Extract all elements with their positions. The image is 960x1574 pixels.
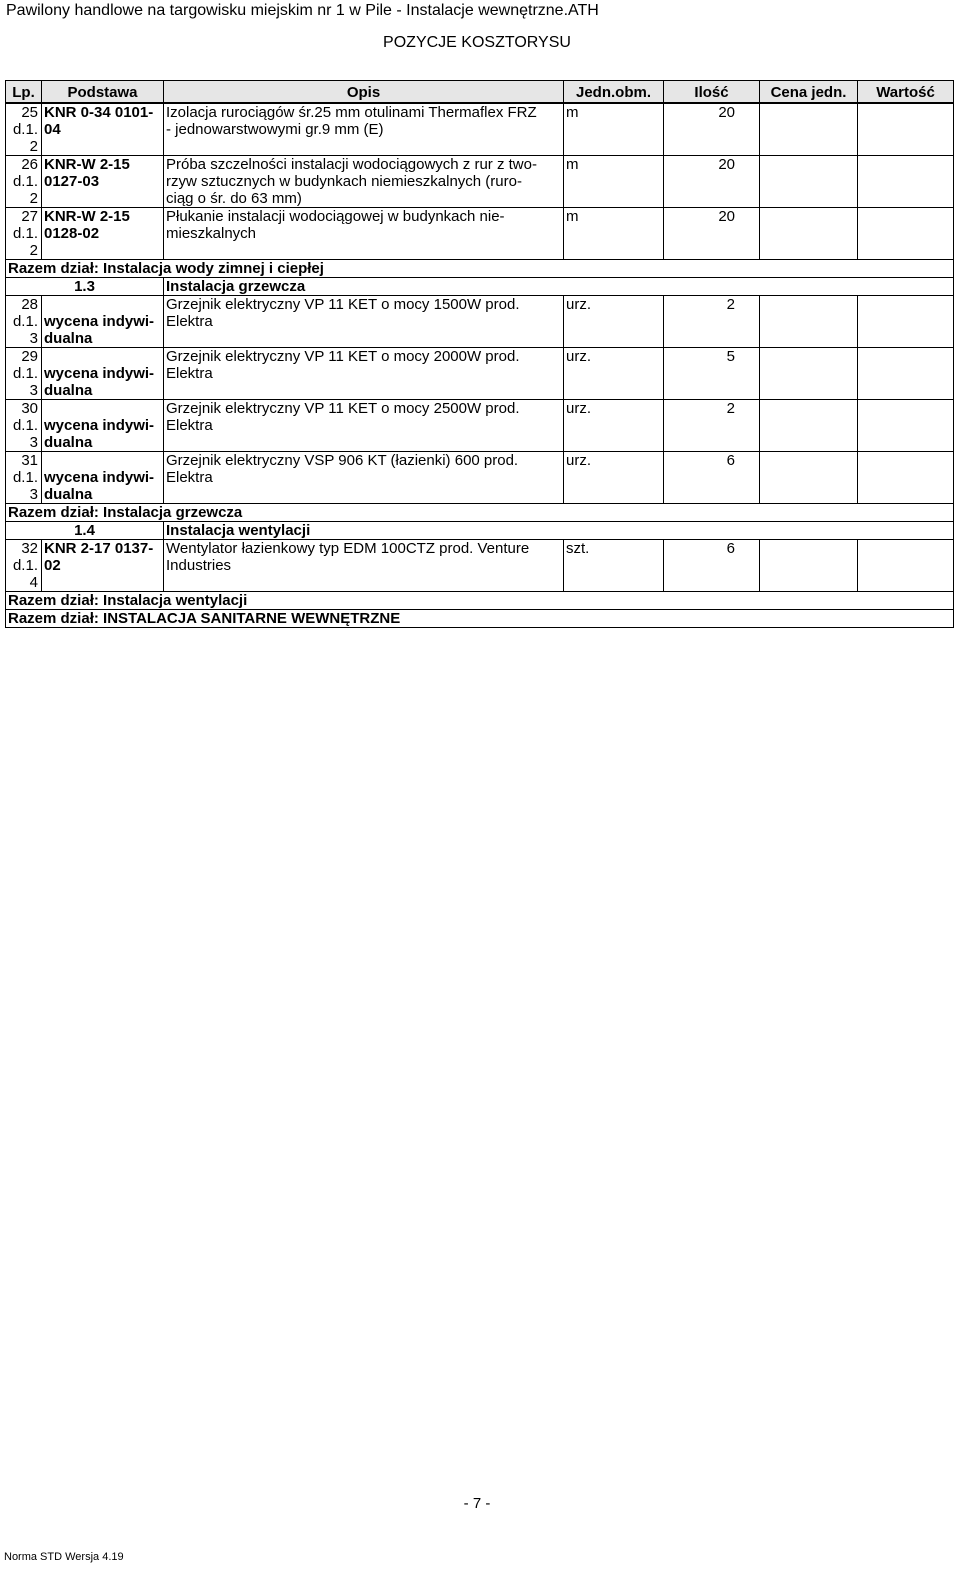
column-header-value: Wartość [858, 81, 954, 104]
cell-lp: 28 d.1. 3 [6, 296, 42, 348]
cell-unit: m [564, 208, 664, 260]
cell-description: Grzejnik elektryczny VP 11 KET o mocy 2500W prod. Elektra [164, 400, 564, 452]
section-name: Instalacja grzewcza [164, 278, 954, 296]
summary-label: Razem dział: Instalacja wentylacji [6, 592, 954, 610]
cell-unit: szt. [564, 540, 664, 592]
cell-unit: urz. [564, 400, 664, 452]
section-row-ventilation [6, 522, 954, 540]
cell-unit: urz. [564, 296, 664, 348]
cell-unit-price [760, 103, 858, 156]
section-row-heating [6, 278, 954, 296]
cost-estimate-table [5, 80, 954, 628]
page-number: - 7 - [463, 1495, 491, 1512]
cell-value [858, 348, 954, 400]
table-header-row [6, 81, 954, 104]
column-header-quantity: Ilość [664, 81, 760, 104]
cell-base: wycena indywi- dualna [42, 452, 164, 504]
cell-unit: urz. [564, 452, 664, 504]
cell-lp: 30 d.1. 3 [6, 400, 42, 452]
cell-unit-price [760, 348, 858, 400]
table-row [6, 103, 954, 156]
cell-lp: 32 d.1. 4 [6, 540, 42, 592]
cell-base: KNR-W 2-15 0127-03 [42, 156, 164, 208]
cell-lp: 27 d.1. 2 [6, 208, 42, 260]
section-number: 1.4 [6, 522, 164, 540]
section-title: POZYCJE KOSZTORYSU [383, 34, 571, 51]
cell-base: wycena indywi- dualna [42, 400, 164, 452]
cell-base: KNR 2-17 0137- 02 [42, 540, 164, 592]
cell-quantity: 2 [664, 296, 760, 348]
cell-value [858, 540, 954, 592]
summary-label: Razem dział: Instalacja grzewcza [6, 504, 954, 522]
footer-version: Norma STD Wersja 4.19 [4, 1551, 124, 1563]
cell-description: Wentylator łazienkowy typ EDM 100CTZ prod. Venture Industries [164, 540, 564, 592]
summary-row-water [6, 260, 954, 278]
cell-description: Izolacja rurociągów śr.25 mm otulinami Thermaflex FRZ - jednowarstwowymi gr.9 mm (E) [164, 103, 564, 156]
cell-description: Grzejnik elektryczny VP 11 KET o mocy 1500W prod. Elektra [164, 296, 564, 348]
cell-unit-price [760, 540, 858, 592]
column-header-description: Opis [164, 81, 564, 104]
cell-base: KNR-W 2-15 0128-02 [42, 208, 164, 260]
cell-value [858, 296, 954, 348]
table-row [6, 348, 954, 400]
cell-quantity: 20 [664, 208, 760, 260]
section-name: Instalacja wentylacji [164, 522, 954, 540]
cell-lp: 26 d.1. 2 [6, 156, 42, 208]
cell-unit-price [760, 208, 858, 260]
summary-row-heating [6, 504, 954, 522]
rows-heating [6, 296, 954, 504]
table-row [6, 452, 954, 504]
table-row [6, 296, 954, 348]
cell-unit-price [760, 452, 858, 504]
cell-quantity: 20 [664, 103, 760, 156]
cell-base: wycena indywi- dualna [42, 296, 164, 348]
column-header-unit-price: Cena jedn. [760, 81, 858, 104]
table-row [6, 208, 954, 260]
cell-unit-price [760, 156, 858, 208]
cell-lp: 29 d.1. 3 [6, 348, 42, 400]
cell-unit: m [564, 103, 664, 156]
cell-description: Grzejnik elektryczny VP 11 KET o mocy 2000W prod. Elektra [164, 348, 564, 400]
cell-value [858, 400, 954, 452]
cell-quantity: 20 [664, 156, 760, 208]
table-row [6, 156, 954, 208]
cell-quantity: 6 [664, 452, 760, 504]
cell-base: KNR 0-34 0101- 04 [42, 103, 164, 156]
summary-label: Razem dział: Instalacja wody zimnej i ciepłej [6, 260, 954, 278]
cell-base: wycena indywi- dualna [42, 348, 164, 400]
cell-value [858, 208, 954, 260]
table-row [6, 400, 954, 452]
document-title: Pawilony handlowe na targowisku miejskim nr 1 w Pile - Instalacje wewnętrzne.ATH [6, 2, 599, 19]
cell-description: Płukanie instalacji wodociągowej w budynkach nie- mieszkalnych [164, 208, 564, 260]
column-header-unit: Jedn.obm. [564, 81, 664, 104]
cell-lp: 25 d.1. 2 [6, 103, 42, 156]
cell-quantity: 6 [664, 540, 760, 592]
summary-row-ventilation [6, 592, 954, 610]
rows-ventilation [6, 540, 954, 592]
cell-value [858, 103, 954, 156]
cell-unit: m [564, 156, 664, 208]
cell-quantity: 5 [664, 348, 760, 400]
cell-quantity: 2 [664, 400, 760, 452]
column-header-lp: Lp. [6, 81, 42, 104]
cell-description: Grzejnik elektryczny VSP 906 KT (łazienki) 600 prod. Elektra [164, 452, 564, 504]
cell-unit-price [760, 400, 858, 452]
cell-description: Próba szczelności instalacji wodociągowych z rur z two- rzyw sztucznych w budynkach niemieszkalnych (ruro- ciąg o śr. do 63 mm) [164, 156, 564, 208]
cell-unit: urz. [564, 348, 664, 400]
summary-row-sanitary [6, 610, 954, 628]
summary-label: Razem dział: INSTALACJA SANITARNE WEWNĘTRZNE [6, 610, 954, 628]
cell-value [858, 452, 954, 504]
cell-value [858, 156, 954, 208]
cell-unit-price [760, 296, 858, 348]
section-number: 1.3 [6, 278, 164, 296]
table-row [6, 540, 954, 592]
rows-water [6, 103, 954, 260]
cell-lp: 31 d.1. 3 [6, 452, 42, 504]
column-header-base: Podstawa [42, 81, 164, 104]
